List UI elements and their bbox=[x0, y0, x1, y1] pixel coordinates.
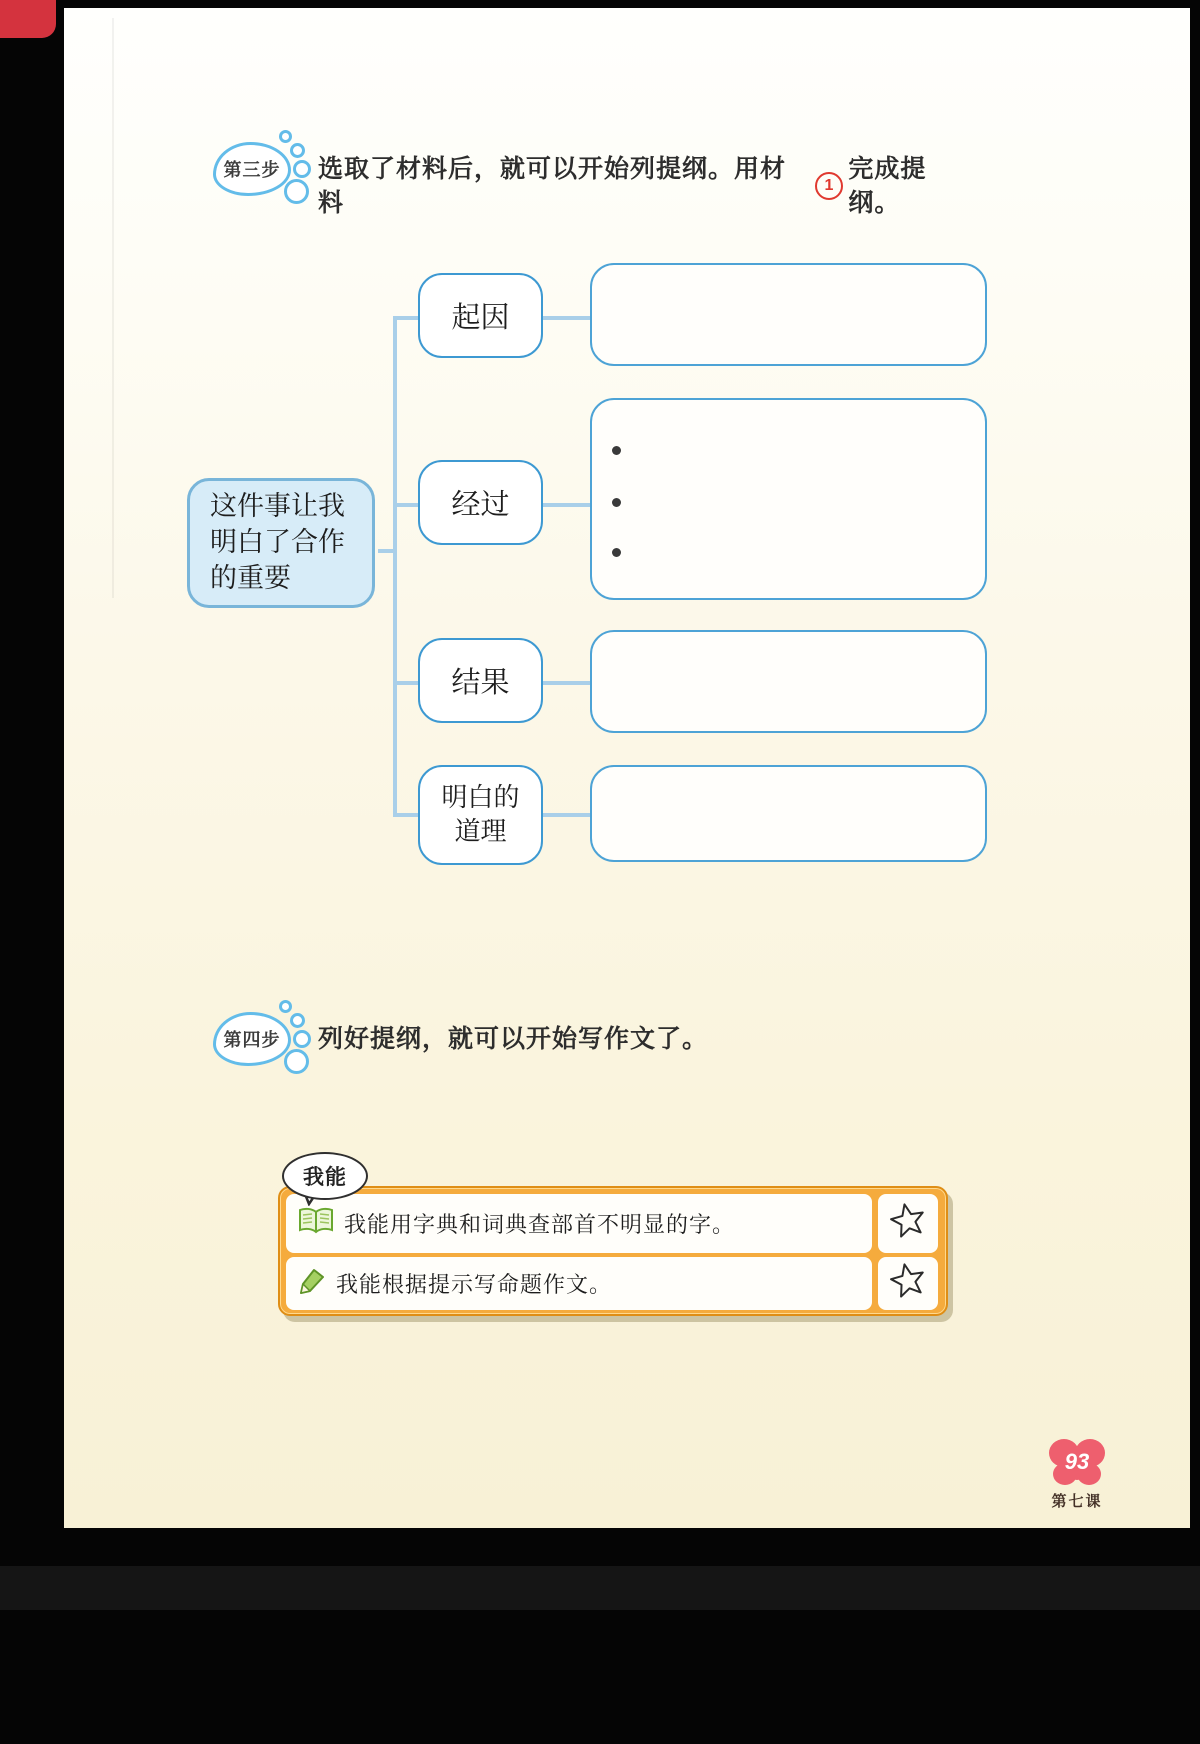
star-icon bbox=[889, 1202, 927, 1245]
branch-node-lesson bbox=[418, 765, 543, 865]
footprint-toe-icon bbox=[293, 1030, 311, 1048]
root-line: 明白了合作 bbox=[210, 527, 345, 558]
branch-label: 经过 bbox=[451, 487, 510, 521]
fill-in-box-process bbox=[590, 398, 987, 600]
footprint-toe-icon bbox=[284, 1049, 309, 1074]
star-icon bbox=[889, 1262, 927, 1305]
self-check-item-text: 我能用字典和词典查部首不明显的字。 bbox=[344, 1213, 736, 1238]
pencil-icon bbox=[298, 1267, 326, 1300]
rating-cell bbox=[878, 1194, 938, 1253]
fill-in-box-result bbox=[590, 630, 987, 733]
connector-line bbox=[393, 503, 421, 507]
footprint-icon bbox=[213, 142, 291, 196]
connector-line bbox=[540, 316, 592, 320]
step4-badge-label: 第四步 bbox=[223, 1030, 281, 1050]
root-line: 的重要 bbox=[210, 563, 291, 594]
footprint-icon bbox=[213, 1012, 291, 1066]
i-can-label: 我能 bbox=[303, 1166, 347, 1189]
connector-line bbox=[540, 813, 592, 817]
connector-line bbox=[393, 813, 421, 817]
circled-number-1: 1 bbox=[815, 172, 843, 200]
branch-node-cause bbox=[418, 273, 543, 358]
corner-red-tab bbox=[0, 0, 56, 38]
i-can-speech-bubble bbox=[282, 1152, 368, 1200]
scan-crease-line bbox=[112, 18, 114, 598]
branch-node-process bbox=[418, 460, 543, 545]
footprint-toe-icon bbox=[279, 1000, 292, 1013]
footprint-toe-icon bbox=[290, 1013, 305, 1028]
connector-line bbox=[393, 316, 397, 817]
step3-text-after: 完成提纲。 bbox=[848, 155, 927, 217]
footprint-toe-icon bbox=[290, 143, 305, 158]
branch-label: 明白的 bbox=[441, 783, 520, 813]
branch-node-result bbox=[418, 638, 543, 723]
step4-text: 列好提纲，就可以开始写作文了。 bbox=[318, 1025, 709, 1053]
self-check-row bbox=[286, 1194, 872, 1253]
self-check-item-text: 我能根据提示写命题作文。 bbox=[336, 1273, 613, 1298]
connector-line bbox=[540, 503, 592, 507]
fill-in-box-lesson bbox=[590, 765, 987, 862]
branch-label: 起因 bbox=[451, 300, 510, 334]
scan-bottom-band bbox=[0, 1566, 1200, 1610]
step4-footprint-badge bbox=[213, 1000, 317, 1076]
fill-in-box-cause bbox=[590, 263, 987, 366]
step3-text-before: 选取了材料后，就可以开始列提纲。用材料 bbox=[318, 155, 787, 217]
self-check-table bbox=[278, 1186, 948, 1316]
lesson-label: 第七课 bbox=[1051, 1493, 1103, 1510]
footprint-toe-icon bbox=[284, 179, 309, 204]
self-check-row bbox=[286, 1257, 872, 1310]
connector-line bbox=[393, 316, 421, 320]
step3-badge-label: 第三步 bbox=[223, 160, 281, 180]
textbook-page bbox=[64, 8, 1190, 1528]
open-book-icon bbox=[298, 1207, 334, 1240]
step4-instruction bbox=[318, 1022, 978, 1056]
footprint-toe-icon bbox=[279, 130, 292, 143]
step3-instruction bbox=[318, 152, 978, 220]
connector-line bbox=[378, 549, 396, 553]
bullet-dot-icon bbox=[612, 548, 621, 557]
root-line: 这件事让我 bbox=[210, 491, 345, 522]
footprint-toe-icon bbox=[293, 160, 311, 178]
bullet-dot-icon bbox=[612, 498, 621, 507]
page-number: 93 bbox=[1064, 1449, 1090, 1474]
branch-label: 道理 bbox=[454, 817, 507, 847]
connector-line bbox=[393, 681, 421, 685]
rating-cell bbox=[878, 1257, 938, 1310]
step3-footprint-badge bbox=[213, 130, 317, 206]
bullet-dot-icon bbox=[612, 446, 621, 455]
mindmap-root-node bbox=[187, 478, 375, 608]
branch-label: 结果 bbox=[451, 665, 510, 699]
connector-line bbox=[540, 681, 592, 685]
